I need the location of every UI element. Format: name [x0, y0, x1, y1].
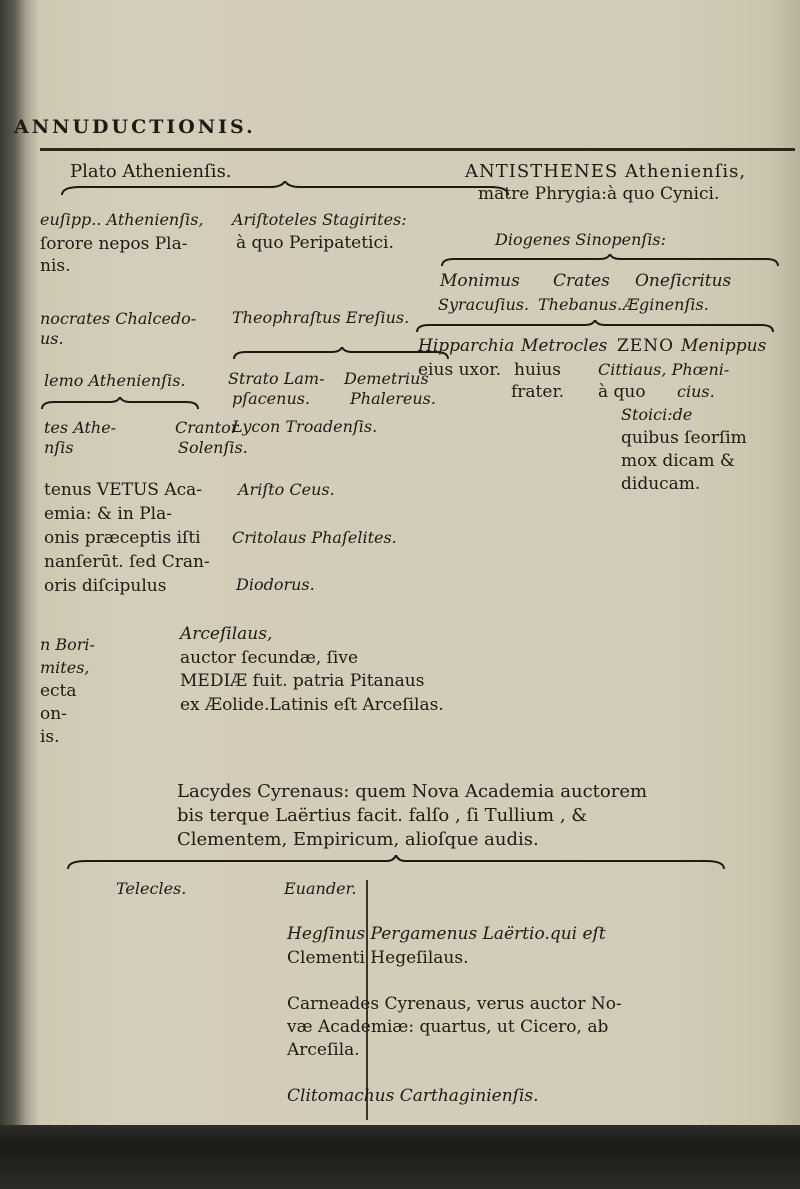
xenocrates: nocrates Chalcedo-	[40, 309, 197, 328]
vetus-line4: nanſerūt. ſed Cran-	[44, 552, 210, 572]
aristoteles: Ariſtoteles Stagirites:	[232, 210, 407, 229]
carneades-3: Arceſila.	[287, 1040, 360, 1060]
cius: cius.	[677, 382, 715, 401]
metrocles: Metrocles	[521, 336, 608, 356]
bori-3: ecta	[40, 681, 77, 701]
bori-4: on-	[40, 704, 67, 724]
aristo: Ariſto Ceus.	[238, 480, 335, 499]
huius: huius	[514, 360, 562, 380]
stoici: Stoici:de	[621, 405, 693, 424]
telecles: Telecles.	[116, 879, 187, 898]
theophrastus: Theophraſtus Ereſius.	[232, 308, 410, 327]
lacydes-line1: Lacydes Cyrenaus: quem Nova Academia auctorem	[177, 781, 648, 802]
hipparchia: Hipparchia	[418, 336, 515, 356]
zeno: ZENO	[617, 336, 675, 356]
bori-2: mites,	[40, 658, 90, 677]
critolaus: Critolaus Phaſelites.	[232, 528, 397, 547]
lacydes-line3: Clementem, Empiricum, alioſque audis.	[177, 829, 539, 850]
antisthenes: ANTISTHENES Athenienſis,	[465, 161, 747, 182]
crates-nsis: nſis	[44, 438, 74, 457]
crantor: Crantor	[175, 418, 239, 437]
crates-cynic: Crates	[553, 271, 610, 291]
menippus: Menippus	[681, 336, 767, 356]
phalereus: Phalereus.	[350, 389, 436, 408]
vetus-line2: emia: & in Pla-	[44, 504, 172, 524]
speusippus: euſipp.. Athenienſis,	[40, 210, 204, 229]
brace-lacydes	[66, 855, 726, 871]
vetus-line3: onis præceptis iſti	[44, 528, 201, 548]
clitomachus: Clitomachus Carthaginienſis.	[287, 1086, 539, 1106]
header-rule	[40, 148, 795, 151]
solensis: Solenſis.	[178, 438, 248, 457]
strato-2: pſacenus.	[232, 389, 311, 408]
nis: nis.	[40, 256, 71, 276]
polemo: lemo Athenienſis.	[44, 371, 186, 390]
vetus-line1: tenus VETUS Aca-	[44, 480, 202, 500]
strato: Strato Lam-	[228, 369, 325, 388]
bori-5: is.	[40, 727, 60, 747]
euander: Euander.	[284, 879, 357, 898]
mediae: MEDIÆ fuit. patria Pitanaus	[180, 671, 425, 691]
demetrius: Demetrius	[344, 369, 429, 388]
carneades-1: Carneades Cyrenaus, verus auctor No-	[287, 994, 622, 1014]
monimus: Monimus	[440, 271, 520, 291]
crates-athen: tes Athe-	[44, 418, 117, 437]
page-shadow	[0, 1125, 800, 1189]
bori-1: n Bori-	[40, 635, 95, 654]
diducam: diducam.	[621, 474, 701, 494]
a-quo: à quo	[598, 382, 646, 402]
brace-diogenes	[440, 254, 780, 268]
brace-polemo	[40, 397, 200, 411]
onesicritus: Oneſicritus	[635, 271, 732, 291]
mox-dicam: mox dicam &	[621, 451, 735, 471]
auctor-secundae: auctor ſecundæ, ſive	[180, 648, 359, 668]
arcesilaus: Arceſilaus,	[180, 624, 273, 644]
brace-crates	[415, 320, 775, 334]
diogenes: Diogenes Sinopenſis:	[495, 230, 667, 249]
plato-entry	[70, 163, 232, 181]
plato-label: Plato Athenienſis.	[70, 161, 232, 182]
quibus: quibus ſeorſim	[621, 428, 747, 448]
aeolide: ex Æolide.Latinis eſt Arceſilas.	[180, 695, 444, 715]
cynici: matre Phrygia:à quo Cynici.	[478, 184, 720, 204]
running-head: ANNUDUCTIONIS.	[14, 116, 256, 138]
syracusius: Syracuſius.	[438, 295, 530, 314]
vetus-line5: oris diſcipulus	[44, 576, 167, 596]
lacydes-line2: bis terque Laërtius facit. falſo , ſi Tullium , &	[177, 805, 588, 826]
aeginensis: Æginenſis.	[623, 295, 709, 314]
peripatetici: à quo Peripatetici.	[236, 233, 394, 253]
carneades-2: væ Academiæ: quartus, ut Cicero, ab	[287, 1017, 609, 1037]
diodorus: Diodorus.	[236, 575, 315, 594]
thebanus: Thebanus.	[538, 295, 623, 314]
lycon: Lycon Troadenſis.	[232, 417, 378, 436]
frater: frater.	[511, 382, 565, 402]
eius-uxor: eius uxor.	[418, 360, 502, 380]
hegesinus-1: Hegſinus Pergamenus Laërtio.qui eſt	[287, 924, 606, 944]
cittiaus: Cittiaus, Phœni-	[598, 360, 730, 379]
brace-plato	[60, 181, 510, 197]
forore: ſorore nepos Pla-	[40, 234, 188, 254]
hegesinus-2: Clementi Hegeſilaus.	[287, 948, 469, 968]
xenocrates-us: us.	[40, 329, 64, 348]
